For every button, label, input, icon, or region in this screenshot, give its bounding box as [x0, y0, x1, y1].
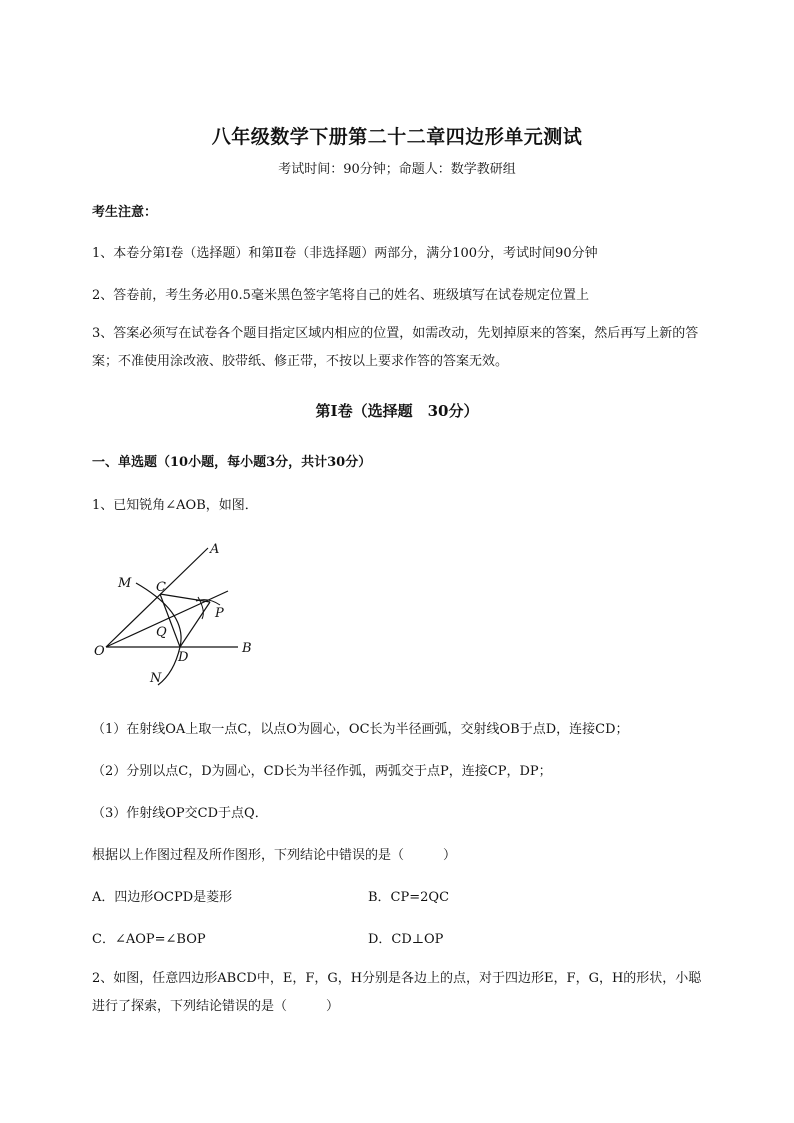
- segment-cp: [160, 594, 210, 602]
- label-b: B: [242, 641, 252, 656]
- q1-option-d: D．CD⊥OP: [368, 932, 444, 947]
- q1-step-3: （3）作射线OP交CD于点Q．: [92, 806, 268, 821]
- label-n: N: [150, 671, 162, 686]
- page-title: 八年级数学下册第二十二章四边形单元测试: [211, 126, 583, 148]
- segment-dp: [180, 602, 210, 647]
- q1-figure: [88, 535, 268, 695]
- ray-op: [106, 591, 228, 647]
- q1-option-a: A．四边形OCPD是菱形: [92, 890, 233, 905]
- label-p: P: [215, 606, 224, 621]
- label-m: M: [118, 576, 132, 591]
- q1-question: 根据以上作图过程及所作图形，下列结论中错误的是（ ）: [92, 848, 457, 863]
- label-d: D: [178, 650, 189, 665]
- label-o: O: [94, 644, 105, 659]
- q1-step-2: （2）分别以点C，D为圆心，CD长为半径作弧，两弧交于点P，连接CP，DP；: [92, 764, 552, 779]
- q1-option-c: C．∠AOP=∠BOP: [92, 932, 206, 947]
- q2-stem: 2、如图，任意四边形ABCD中，E，F，G，H分别是各边上的点，对于四边形E，F，G，H的形状，小聪进行了探索，下列结论错误的是（ ）: [92, 971, 702, 1014]
- notes-item-2: 2、答卷前，考生务必用0.5毫米黑色签字笔将自己的姓名、班级填写在试卷规定位置上: [92, 288, 589, 303]
- notes-item-3: 3、答案必须写在试卷各个题目指定区域内相应的位置，如需改动，先划掉原来的答案，然后再写上新的答案；不准使用涂改液、胶带纸、修正带，不按以上要求作答的答案无效。: [92, 326, 699, 369]
- q1-option-b: B．CP=2QC: [368, 890, 450, 905]
- q1-stem: 1、已知锐角∠AOB，如图．: [92, 498, 258, 513]
- notes-heading: 考生注意：: [92, 205, 158, 220]
- label-c: C: [156, 580, 166, 595]
- label-a: A: [210, 542, 220, 557]
- notes-item-1: 1、本卷分第Ⅰ卷（选择题）和第Ⅱ卷（非选择题）两部分，满分100分，考试时间90分钟: [92, 246, 598, 261]
- part-title: 一、单选题（10小题，每小题3分，共计30分）: [92, 455, 372, 470]
- page-subtitle: 考试时间：90分钟；命题人：数学教研组: [278, 162, 516, 177]
- q1-step-1: （1）在射线OA上取一点C，以点O为圆心，OC长为半径画弧，交射线OB于点D，连接CD；: [92, 722, 629, 737]
- section-title: 第Ⅰ卷（选择题 30分）: [315, 402, 479, 420]
- label-q: Q: [156, 625, 167, 640]
